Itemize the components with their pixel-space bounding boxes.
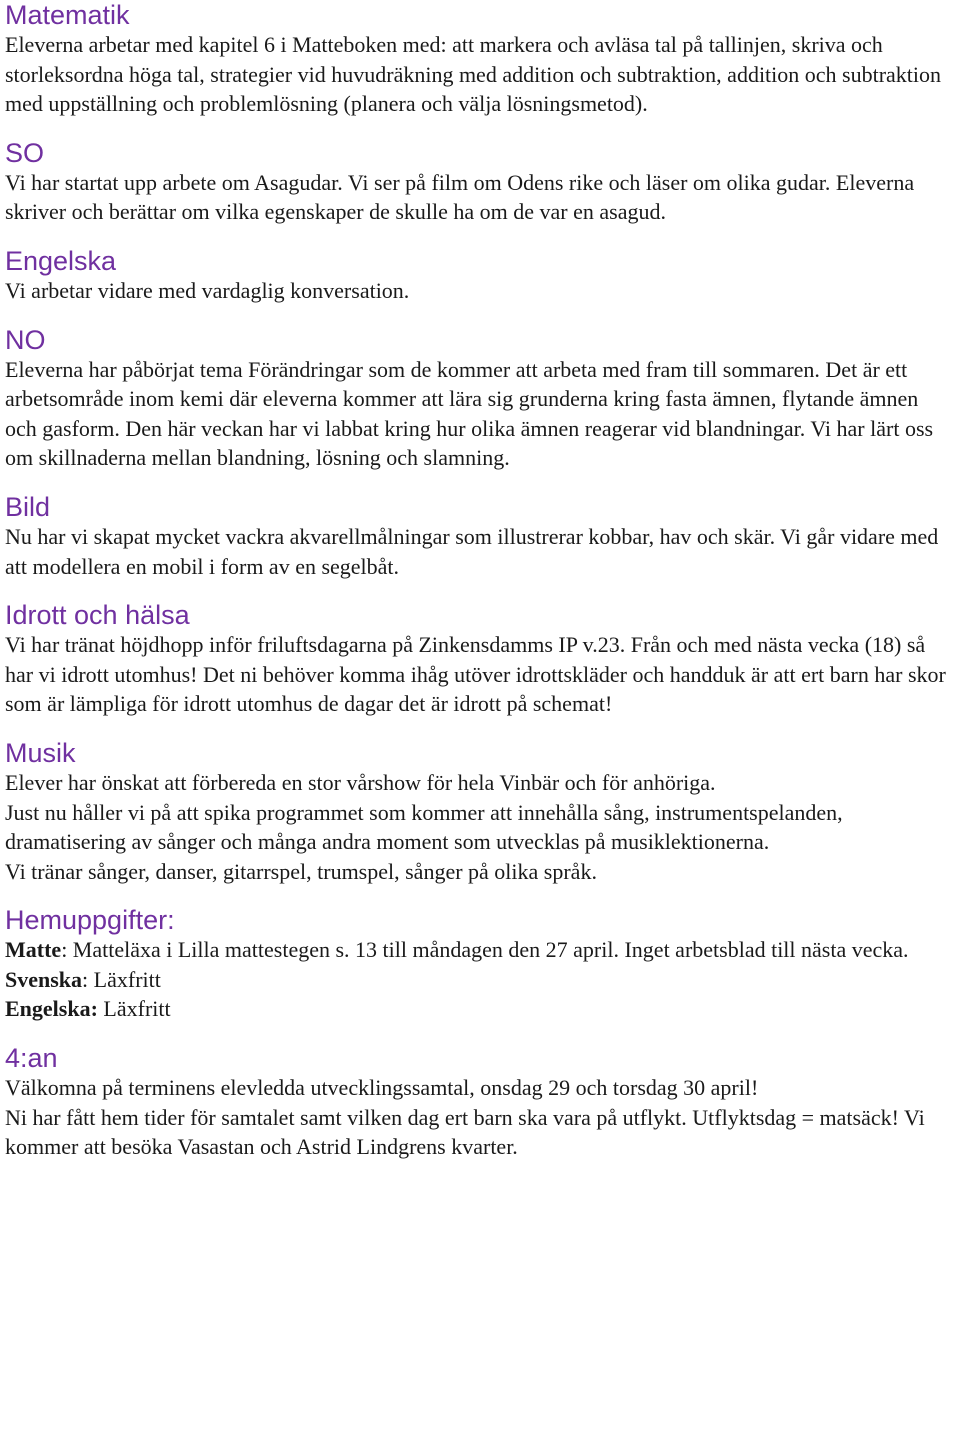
section-no	[5, 325, 954, 473]
heading-engelska: Engelska	[5, 245, 117, 276]
text-bild: Nu har vi skapat mycket vackra akvarellmålningar som illustrerar kobbar, hav och skär. Vi går vidare med att modellera en mobil i form av en segelbåt.	[5, 523, 939, 579]
homework-svenska-label: Svenska	[5, 966, 83, 992]
text-engelska: Vi arbetar vidare med vardaglig konversation.	[5, 277, 410, 303]
section-hemuppgifter	[5, 905, 954, 1024]
homework-engelska-text: Läxfritt	[97, 996, 171, 1022]
section-bild	[5, 492, 954, 581]
section-fyran	[5, 1043, 954, 1162]
text-fyran-1: Välkomna på terminens elevledda utvecklingssamtal, onsdag 29 och torsdag 30 april!	[5, 1075, 759, 1101]
text-fyran-2: Ni har fått hem tider för samtalet samt vilken dag ert barn ska vara på utflykt. Utflyktsdag = matsäck! Vi kommer att besöka Vasastan och Astrid Lindgrens kvarter.	[5, 1104, 925, 1160]
heading-so: SO	[5, 137, 45, 168]
homework-svenska	[5, 965, 954, 995]
text-idrott: Vi har tränat höjdhopp inför friluftsdagarna på Zinkensdamms IP v.23. Från och med nästa vecka (18) så har vi idrott utomhus! Det ni behöver komma ihåg utöver idrottskläder och handduk är att ert barn har skor som är lämpliga för idrott utomhus de dagar det är idrott på schemat!	[5, 632, 946, 717]
homework-matte-label: Matte	[5, 937, 62, 963]
heading-bild: Bild	[5, 491, 51, 522]
section-idrott	[5, 600, 954, 719]
homework-matte-text: : Matteläxa i Lilla mattestegen s. 13 till måndagen den 27 april. Inget arbetsblad till nästa vecka.	[61, 937, 909, 963]
text-musik-2: Just nu håller vi på att spika programmet som kommer att innehålla sång, instrumentspelanden, dramatisering av sånger och många andra moment som utvecklas på musiklektionerna.	[5, 799, 843, 855]
text-musik-3: Vi tränar sånger, danser, gitarrspel, trumspel, sånger på olika språk.	[5, 858, 597, 884]
homework-matte	[5, 935, 954, 965]
section-so	[5, 138, 954, 227]
heading-no: NO	[5, 324, 46, 355]
heading-musik: Musik	[5, 737, 76, 768]
text-no: Eleverna har påbörjat tema Förändringar som de kommer att arbeta med fram till sommaren. Det är ett arbetsområde inom kemi där eleverna kommer att lära sig grunderna kring fasta ämnen, flytande ämnen och gasform. Den här veckan har vi labbat kring hur olika ämnen reagerar vid blandningar. Vi har lärt oss om skillnaderna mellan blandning, lösning och slamning.	[5, 356, 934, 471]
section-matematik	[5, 0, 954, 119]
homework-svenska-text: : Läxfritt	[82, 966, 161, 992]
section-musik	[5, 738, 954, 886]
heading-fyran: 4:an	[5, 1043, 58, 1074]
section-engelska	[5, 246, 954, 306]
text-so: Vi har startat upp arbete om Asagudar. Vi ser på film om Odens rike och läser om olika gudar. Eleverna skriver och berättar om vilka egenskaper de skulle ha om de var en asagud.	[5, 169, 915, 225]
text-musik-1: Elever har önskat att förbereda en stor vårshow för hela Vinbär och för anhöriga.	[5, 769, 716, 795]
heading-matematik: Matematik	[5, 0, 130, 30]
heading-hemuppgifter: Hemuppgifter:	[5, 905, 175, 936]
homework-engelska-label: Engelska:	[5, 996, 98, 1022]
heading-idrott: Idrott och hälsa	[5, 600, 190, 631]
text-matematik: Eleverna arbetar med kapitel 6 i Matteboken med: att markera och avläsa tal på tallinjen, skriva och storleksordna höga tal, strategier vid huvudräkning med addition och subtraktion, addition och subtraktion med uppställning och problemlösning (planera och välja lösningsmetod).	[5, 32, 942, 117]
homework-engelska	[5, 994, 954, 1024]
